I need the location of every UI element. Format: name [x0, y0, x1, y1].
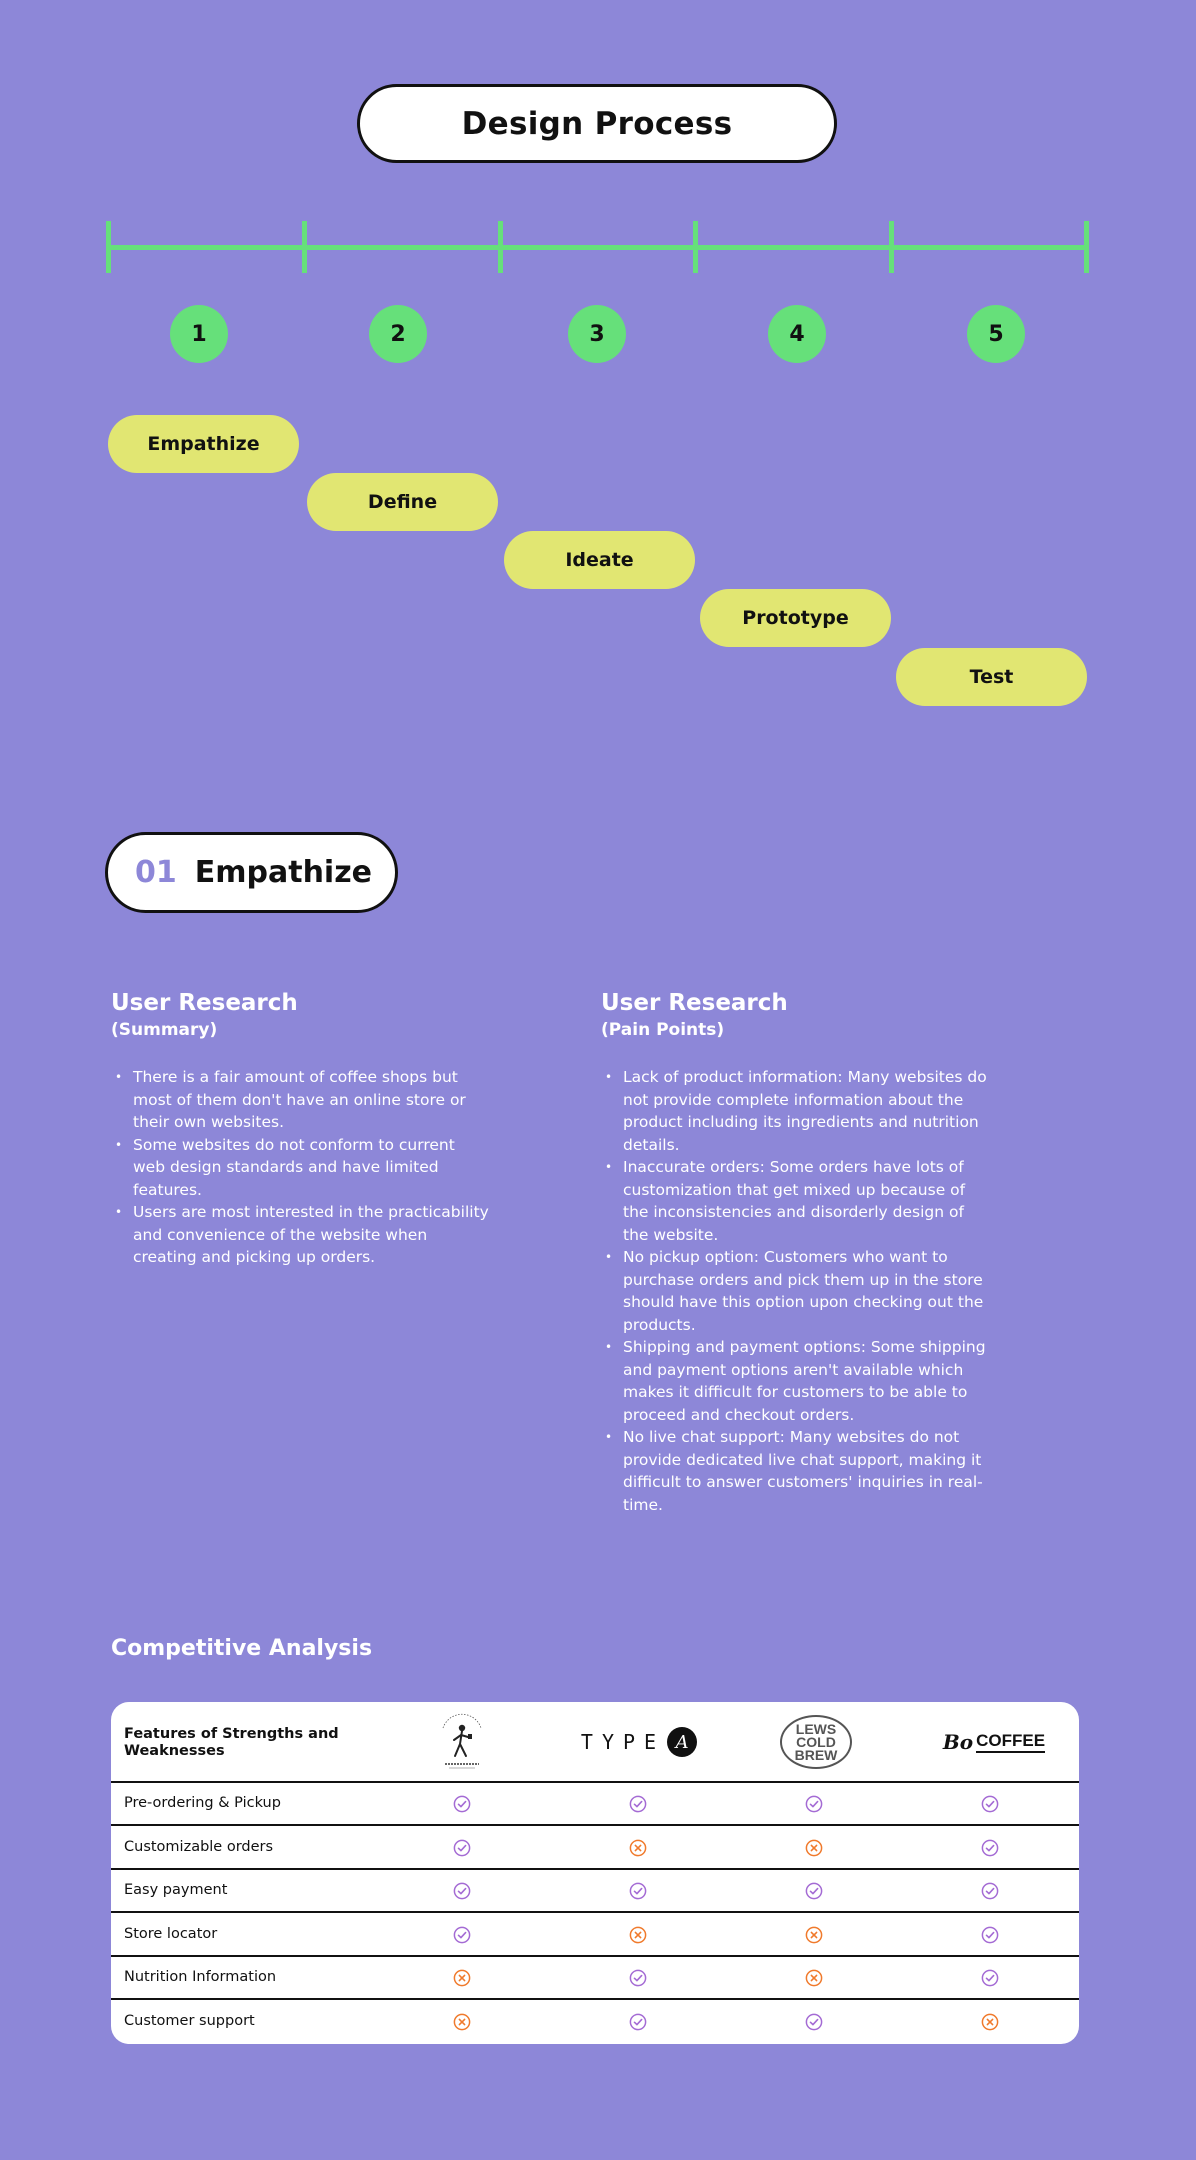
research-summary-list — [111, 1066, 489, 1269]
bo-coffee-wordmark: COFFEE — [976, 1731, 1045, 1753]
table-row — [111, 1827, 1079, 1870]
phase-define: Define — [307, 473, 498, 531]
step-number-3: 3 — [568, 305, 626, 363]
check-circle-icon — [453, 1795, 471, 1813]
feature-label: Easy payment — [124, 1882, 228, 1898]
check-circle-icon — [805, 1795, 823, 1813]
check-circle-icon — [805, 1882, 823, 1900]
type-a-logo — [569, 1712, 709, 1772]
check-circle-icon — [981, 1839, 999, 1857]
lews-line: COLD — [796, 1733, 836, 1750]
x-circle-icon — [629, 1926, 647, 1944]
bo-coffee-mark: Bo — [942, 1730, 974, 1754]
research-pain-heading: User Research — [601, 990, 788, 1016]
table-row — [111, 1783, 1079, 1826]
check-circle-icon — [629, 1969, 647, 1987]
x-circle-icon — [629, 1839, 647, 1857]
research-summary-subheading: (Summary) — [111, 1020, 218, 1040]
feature-label: Nutrition Information — [124, 1969, 277, 1985]
check-circle-icon — [805, 2013, 823, 2031]
timeline-tick — [106, 221, 111, 273]
check-circle-icon — [981, 1882, 999, 1900]
check-circle-icon — [453, 1882, 471, 1900]
check-circle-icon — [453, 1839, 471, 1857]
step-number-1: 1 — [170, 305, 228, 363]
list-item: • There is a fair amount of coffee shops but most of them don't have an online store or their own websites. — [111, 1066, 489, 1134]
table-header — [111, 1702, 1079, 1783]
list-item: • Some websites do not conform to current web design standards and have limited features. — [111, 1134, 489, 1202]
check-circle-icon — [981, 1926, 999, 1944]
check-circle-icon — [629, 1795, 647, 1813]
type-a-wordmark: TYPE — [580, 1730, 666, 1754]
timeline-line — [108, 245, 1088, 250]
type-a-badge: A — [667, 1727, 697, 1757]
section-title: Empathize — [194, 855, 373, 890]
research-pain-points — [601, 992, 1001, 1516]
list-item: • Users are most interested in the practicability and convenience of the website when creating and picking up orders. — [111, 1201, 489, 1269]
competitive-analysis-title: Competitive Analysis — [111, 1636, 373, 1661]
phase-test: Test — [896, 648, 1087, 706]
timeline-tick — [302, 221, 307, 273]
section-number: 01 — [135, 855, 177, 890]
feature-label: Customer support — [124, 2012, 255, 2029]
table-row — [111, 2001, 1079, 2044]
x-circle-icon — [805, 1926, 823, 1944]
step-number-4: 4 — [768, 305, 826, 363]
feature-label: Store locator — [124, 1925, 218, 1942]
feature-label: Customizable orders — [124, 1838, 274, 1855]
check-circle-icon — [981, 1795, 999, 1813]
check-circle-icon — [981, 1969, 999, 1987]
section-header — [105, 832, 398, 913]
list-item: • No live chat support: Many websites do not provide dedicated live chat support, making it difficult to answer customers' inquiries in real-time. — [601, 1426, 991, 1516]
coffee-brand-figure-logo — [431, 1712, 493, 1772]
timeline-tick — [1084, 221, 1089, 273]
check-circle-icon — [453, 1926, 471, 1944]
table-row — [111, 1914, 1079, 1957]
x-circle-icon — [453, 1969, 471, 1987]
research-pain-subheading: (Pain Points) — [601, 1020, 725, 1040]
phase-ideate: Ideate — [504, 531, 695, 589]
list-item: • Inaccurate orders: Some orders have lots of customization that get mixed up because of the inconsistencies and disorderly design of the website. — [601, 1156, 991, 1246]
list-item: • No pickup option: Customers who want to purchase orders and pick them up in the store should have this option upon checking out the products. — [601, 1246, 991, 1336]
step-number-2: 2 — [369, 305, 427, 363]
table-row — [111, 1957, 1079, 2000]
research-summary — [111, 992, 501, 1269]
bo-coffee-logo — [939, 1712, 1049, 1772]
x-circle-icon — [981, 2013, 999, 2031]
lews-line: LEWS — [795, 1720, 837, 1737]
x-circle-icon — [805, 1969, 823, 1987]
step-number-5: 5 — [967, 305, 1025, 363]
x-circle-icon — [805, 1839, 823, 1857]
table-row — [111, 1870, 1079, 1913]
research-pain-list — [601, 1066, 991, 1516]
x-circle-icon — [453, 2013, 471, 2031]
list-item: • Lack of product information: Many websites do not provide complete information about the product including its ingredients and nutrition details. — [601, 1066, 991, 1156]
phase-prototype: Prototype — [700, 589, 891, 647]
timeline-tick — [693, 221, 698, 273]
competitive-table — [111, 1702, 1079, 2044]
research-summary-heading: User Research — [111, 990, 298, 1016]
timeline-tick — [498, 221, 503, 273]
list-item: • Shipping and payment options: Some shipping and payment options aren't available which makes it difficult for customers to be able to proceed and checkout orders. — [601, 1336, 991, 1426]
check-circle-icon — [629, 2013, 647, 2031]
phase-empathize: Empathize — [108, 415, 299, 473]
timeline-tick — [889, 221, 894, 273]
check-circle-icon — [629, 1882, 647, 1900]
page-title: Design Process — [357, 84, 837, 163]
table-header-label: Features of Strengths and Weaknesses — [124, 1726, 339, 1759]
feature-label: Pre-ordering & Pickup — [124, 1795, 281, 1811]
lews-cold-brew-logo — [778, 1712, 854, 1772]
lews-line: BREW — [794, 1746, 838, 1763]
